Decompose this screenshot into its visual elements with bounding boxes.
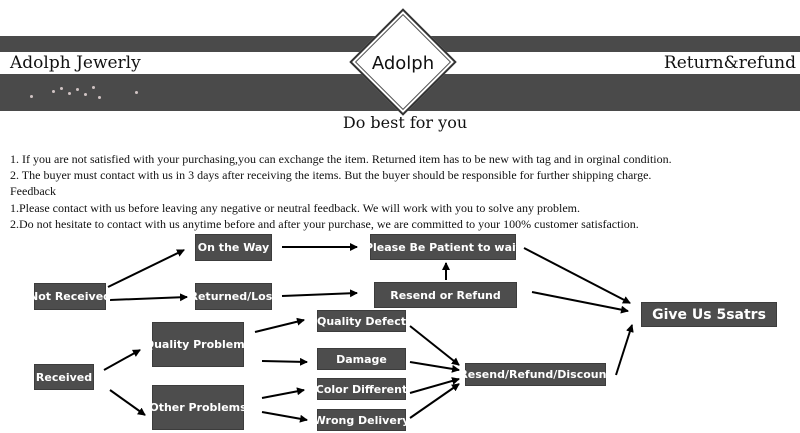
feedback-heading: Feedback (10, 184, 56, 199)
arrow-resendrefund-give (616, 325, 632, 375)
policy-line: 2.Do not hesitate to contact with us anytime before and after your purchase, we are committed to your 100% customer satisfaction. (10, 216, 639, 231)
please-be-patient-box: Please Be Patient to wait (370, 234, 516, 260)
received-box: Received (34, 364, 94, 390)
logo-text: Adolph (371, 53, 435, 74)
arrow-quality-damage (262, 361, 307, 362)
arrow-patient-give (524, 248, 630, 303)
not-received-box: Not Received (34, 283, 106, 310)
give-us-5-stars-box: Give Us 5satrs (641, 302, 777, 327)
brand-name: Adolph Jewerly (10, 53, 141, 73)
arrow-defect-resend (410, 326, 459, 365)
arrow-wrong-resend (410, 384, 459, 418)
section-title: Return&refund (663, 53, 796, 73)
quality-problems-box: Quality Problems (152, 322, 244, 367)
wrong-delivery-box: Wrong Delivery (317, 409, 406, 431)
arrow-notreceived-ontheway (108, 250, 184, 287)
policy-line: 2. The buyer must contact with us in 3 days after receiving the items. But the buyer should be responsible for further shipping charge. (10, 168, 652, 183)
arrow-color-resend (410, 379, 459, 393)
arrow-returned-resend (282, 293, 357, 296)
arrow-damage-resend (410, 362, 459, 370)
arrow-other-color (262, 390, 304, 398)
arrow-other-wrong (262, 412, 307, 420)
arrow-received-other (110, 390, 145, 415)
damage-box: Damage (317, 348, 406, 370)
arrow-quality-defect (255, 320, 304, 332)
returned-lost-box: Returned/Lost (195, 283, 272, 310)
policy-line: 1. If you are not satisfied with your purchasing,you can exchange the item. Returned item has to be new with tag and in orginal condition. (10, 152, 672, 166)
resend-refund-discount-box: Resend/Refund/Discount (465, 363, 606, 386)
slogan: Do best for you (342, 113, 468, 132)
arrow-received-quality (104, 350, 140, 370)
color-different-box: Color Different (317, 378, 406, 400)
resend-or-refund-box: Resend or Refund (374, 282, 517, 308)
other-problems-box: Other Problems (152, 385, 244, 430)
arrow-notreceived-returned (110, 297, 187, 300)
on-the-way-box: On the Way (195, 234, 272, 261)
quality-defect-box: Quality Defect (317, 310, 406, 332)
policy-line: 1.Please contact with us before leaving any negative or neutral feedback. We will work with you to solve any problem. (10, 200, 580, 215)
